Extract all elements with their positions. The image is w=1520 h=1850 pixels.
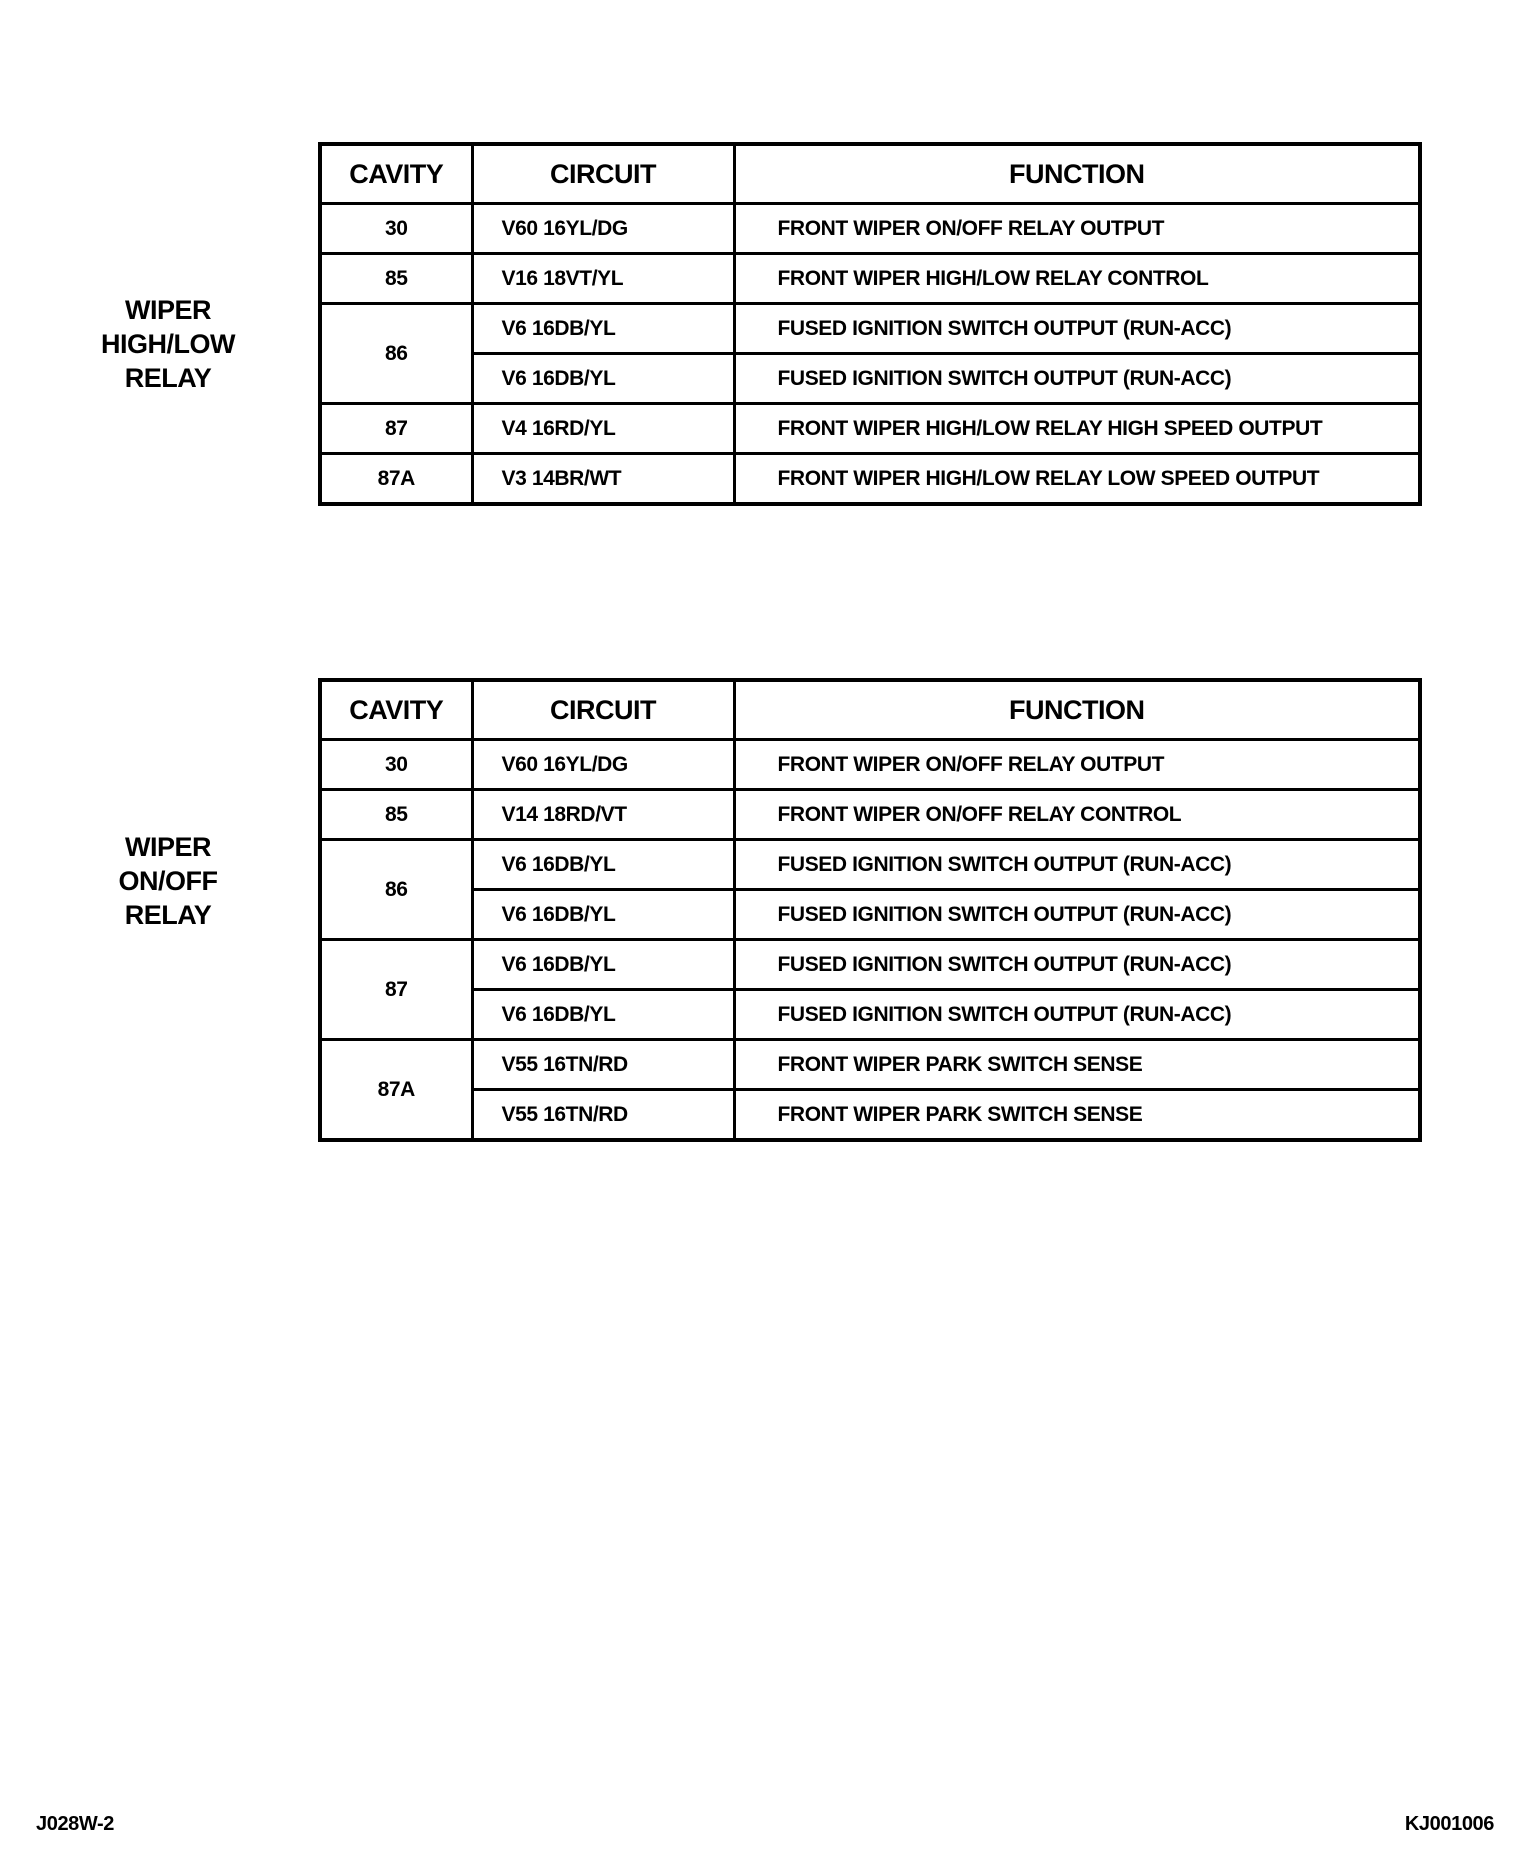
function-cell: FRONT WIPER ON/OFF RELAY CONTROL: [734, 790, 1420, 840]
figure-code-right: KJ001006: [1404, 1813, 1494, 1835]
table-row: [320, 890, 1420, 940]
table-row: [320, 740, 1420, 790]
table-row: [320, 840, 1420, 890]
table-row: [320, 204, 1420, 254]
function-cell: FRONT WIPER PARK SWITCH SENSE: [734, 1040, 1420, 1090]
cavity-cell: 87A: [320, 1040, 472, 1141]
table-row: [320, 454, 1420, 505]
circuit-cell: V6 16DB/YL: [472, 940, 734, 990]
cavity-cell: 86: [320, 840, 472, 940]
header-cavity: CAVITY: [320, 144, 472, 204]
table-row: [320, 940, 1420, 990]
function-cell: FRONT WIPER HIGH/LOW RELAY LOW SPEED OUTPUT: [734, 454, 1420, 505]
cavity-cell: 87A: [320, 454, 472, 505]
table-row: [320, 304, 1420, 354]
on-off-relay-table: [318, 678, 1422, 1142]
cavity-cell: 85: [320, 790, 472, 840]
function-cell: FRONT WIPER HIGH/LOW RELAY CONTROL: [734, 254, 1420, 304]
circuit-cell: V6 16DB/YL: [472, 840, 734, 890]
relay-label-line: RELAY: [124, 900, 212, 930]
relay-label-high-low: [68, 293, 268, 395]
figure-code-left: J028W-2: [36, 1813, 114, 1835]
circuit-cell: V6 16DB/YL: [472, 354, 734, 404]
circuit-cell: V60 16YL/DG: [472, 204, 734, 254]
circuit-cell: V6 16DB/YL: [472, 990, 734, 1040]
cavity-cell: 87: [320, 940, 472, 1040]
function-cell: FUSED IGNITION SWITCH OUTPUT (RUN-ACC): [734, 840, 1420, 890]
relay-label-line: HIGH/LOW: [101, 329, 235, 359]
table-row: [320, 790, 1420, 840]
table-row: [320, 990, 1420, 1040]
table-row: [320, 254, 1420, 304]
cavity-cell: 85: [320, 254, 472, 304]
function-cell: FUSED IGNITION SWITCH OUTPUT (RUN-ACC): [734, 940, 1420, 990]
cavity-cell: 87: [320, 404, 472, 454]
table-row: [320, 1090, 1420, 1141]
function-cell: FUSED IGNITION SWITCH OUTPUT (RUN-ACC): [734, 990, 1420, 1040]
circuit-cell: V55 16TN/RD: [472, 1090, 734, 1141]
header-function: FUNCTION: [734, 144, 1420, 204]
cavity-cell: 30: [320, 204, 472, 254]
header-circuit: CIRCUIT: [472, 680, 734, 740]
header-cavity: CAVITY: [320, 680, 472, 740]
header-function: FUNCTION: [734, 680, 1420, 740]
relay-label-line: ON/OFF: [118, 866, 218, 896]
circuit-cell: V3 14BR/WT: [472, 454, 734, 505]
relay-label-line: WIPER: [124, 832, 211, 862]
high-low-relay-table: [318, 142, 1422, 506]
function-cell: FUSED IGNITION SWITCH OUTPUT (RUN-ACC): [734, 304, 1420, 354]
function-cell: FRONT WIPER ON/OFF RELAY OUTPUT: [734, 740, 1420, 790]
function-cell: FUSED IGNITION SWITCH OUTPUT (RUN-ACC): [734, 890, 1420, 940]
relay-label-line: WIPER: [124, 295, 211, 325]
circuit-cell: V6 16DB/YL: [472, 304, 734, 354]
table-row: [320, 404, 1420, 454]
circuit-cell: V14 18RD/VT: [472, 790, 734, 840]
table-header-row: [320, 144, 1420, 204]
function-cell: FUSED IGNITION SWITCH OUTPUT (RUN-ACC): [734, 354, 1420, 404]
table-header-row: [320, 680, 1420, 740]
cavity-cell: 30: [320, 740, 472, 790]
table-row: [320, 354, 1420, 404]
circuit-cell: V55 16TN/RD: [472, 1040, 734, 1090]
circuit-cell: V60 16YL/DG: [472, 740, 734, 790]
relay-label-line: RELAY: [124, 363, 212, 393]
circuit-cell: V16 18VT/YL: [472, 254, 734, 304]
relay-label-on-off: [68, 830, 268, 932]
function-cell: FRONT WIPER PARK SWITCH SENSE: [734, 1090, 1420, 1141]
function-cell: FRONT WIPER ON/OFF RELAY OUTPUT: [734, 204, 1420, 254]
circuit-cell: V4 16RD/YL: [472, 404, 734, 454]
table-row: [320, 1040, 1420, 1090]
cavity-cell: 86: [320, 304, 472, 404]
circuit-cell: V6 16DB/YL: [472, 890, 734, 940]
function-cell: FRONT WIPER HIGH/LOW RELAY HIGH SPEED OUTPUT: [734, 404, 1420, 454]
header-circuit: CIRCUIT: [472, 144, 734, 204]
